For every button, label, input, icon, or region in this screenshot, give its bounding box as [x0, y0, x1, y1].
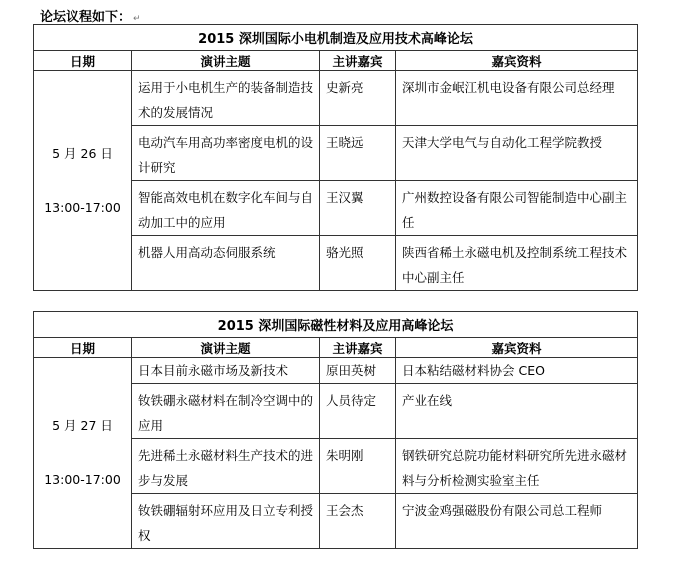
topic-cell: 日本目前永磁市场及新技术 — [132, 358, 320, 384]
topic-cell: 先进稀土永磁材料生产技术的进步与发展 — [132, 439, 320, 494]
profile-cell: 天津大学电气与自动化工程学院教授 — [396, 126, 638, 181]
profile-cell: 产业在线 — [396, 384, 638, 439]
topic-cell: 机器人用高动态伺服系统 — [132, 236, 320, 291]
session-date: 5 月 27 日 — [52, 418, 113, 433]
forum-title: 2015 深圳国际小电机制造及应用技术高峰论坛 — [34, 25, 638, 51]
header-profile: 嘉宾资料 — [396, 338, 638, 358]
header-topic: 演讲主题 — [132, 338, 320, 358]
header-speaker: 主讲嘉宾 — [320, 338, 396, 358]
speaker-cell: 朱明刚 — [320, 439, 396, 494]
session-date: 5 月 26 日 — [52, 145, 113, 161]
speaker-cell: 原田英树 — [320, 358, 396, 384]
topic-cell: 电动汽车用高功率密度电机的设计研究 — [132, 126, 320, 181]
profile-cell: 陕西省稀土永磁电机及控制系统工程技术中心副主任 — [396, 236, 638, 291]
intro-heading — [40, 6, 141, 25]
intro-text: 论坛议程如下： — [40, 10, 132, 25]
date-cell — [34, 71, 132, 291]
forum-title: 2015 深圳国际磁性材料及应用高峰论坛 — [34, 312, 638, 338]
speaker-cell: 王晓远 — [320, 126, 396, 181]
topic-cell: 钕铁硼永磁材料在制冷空调中的应用 — [132, 384, 320, 439]
date-cell — [34, 358, 132, 549]
profile-cell: 日本粘结磁材料协会 CEO — [396, 358, 638, 384]
session-time: 13:00-17:00 — [44, 199, 121, 215]
header-speaker: 主讲嘉宾 — [320, 51, 396, 71]
forum-table-1 — [33, 24, 638, 291]
header-topic: 演讲主题 — [132, 51, 320, 71]
speaker-cell: 骆光照 — [320, 236, 396, 291]
speaker-cell: 王会杰 — [320, 494, 396, 549]
topic-cell: 运用于小电机生产的装备制造技术的发展情况 — [132, 71, 320, 126]
topic-cell: 钕铁硼辐射环应用及日立专利授权 — [132, 494, 320, 549]
header-date: 日期 — [34, 338, 132, 358]
speaker-cell: 人员待定 — [320, 384, 396, 439]
topic-cell: 智能高效电机在数字化车间与自动加工中的应用 — [132, 181, 320, 236]
profile-cell: 钢铁研究总院功能材料研究所先进永磁材料与分析检测实验室主任 — [396, 439, 638, 494]
profile-cell: 宁波金鸡强磁股份有限公司总工程师 — [396, 494, 638, 549]
profile-cell: 广州数控设备有限公司智能制造中心副主任 — [396, 181, 638, 236]
paragraph-mark-icon: ↵ — [133, 14, 141, 24]
forum-table-2 — [33, 311, 638, 549]
header-profile: 嘉宾资料 — [396, 51, 638, 71]
speaker-cell: 史新亮 — [320, 71, 396, 126]
speaker-cell: 王汉翼 — [320, 181, 396, 236]
session-time: 13:00-17:00 — [44, 472, 121, 487]
header-date: 日期 — [34, 51, 132, 71]
profile-cell: 深圳市金岷江机电设备有限公司总经理 — [396, 71, 638, 126]
